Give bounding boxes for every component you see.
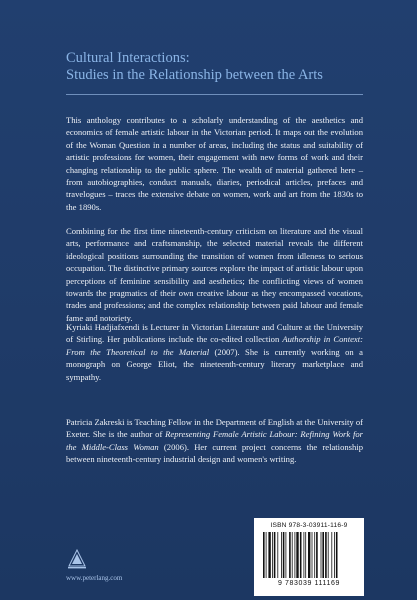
top-divider xyxy=(66,94,363,95)
barcode-bar xyxy=(296,532,298,578)
series-title xyxy=(66,50,386,84)
book-title: Authorship in Context: From the Theoretical to the Material xyxy=(66,334,363,357)
barcode-bar xyxy=(334,532,335,578)
barcode-bars xyxy=(262,532,356,578)
bio-text: Patricia Zakreski is Teaching Fellow in the Department of English at the University of Exeter. She is the author of xyxy=(66,417,363,440)
bio-text: (2006). Her current project concerns the relationship between nineteenth-century industrial design and women's writing. xyxy=(66,441,363,465)
barcode-bar xyxy=(266,532,267,578)
series-title-line-1: Cultural Interactions: xyxy=(66,50,190,66)
isbn-label: ISBN 978-3-03911-116-9 xyxy=(270,522,348,529)
peter-lang-pyramid-logo-icon xyxy=(66,548,88,570)
barcode-bar xyxy=(274,532,276,578)
barcode-bar xyxy=(308,532,310,578)
barcode-bar xyxy=(316,532,318,578)
series-title-line-2: Studies in the Relationship between the Arts xyxy=(66,67,323,83)
description-paragraph-1: This anthology contributes to a scholarly understanding of the aesthetics and economics of female artistic labour in the Victorian period. It maps out the evolution of the Woman Question in a number of areas, including the status and suitability of artistic professions for women, their engagement with new forms of work and their changing relationship to the public sphere. The wealth of material gathered here – from autobiographies, conduct manuals, diaries, periodical articles, prefaces and travelogues – traces the extensive debate on women, work and art from the 1830s to the 1890s. xyxy=(66,115,363,212)
barcode-digits: 9 783039 111169 xyxy=(278,580,340,587)
barcode-bar xyxy=(328,532,329,578)
barcode-bar xyxy=(292,532,293,578)
publisher-url[interactable]: www.peterlang.com xyxy=(66,574,123,582)
barcode-bar xyxy=(281,532,282,578)
barcode-bar xyxy=(268,532,270,578)
barcode-bar xyxy=(300,532,302,578)
barcode-bar xyxy=(322,532,324,578)
barcode-bar xyxy=(325,532,327,578)
barcode-bar xyxy=(331,532,332,578)
bio-text: (2007). She is currently working on a monograph on George Eliot, the nineteenth-century literary marketplace and sympathy. xyxy=(66,346,363,382)
barcode-bar xyxy=(314,532,315,578)
barcode-bar xyxy=(283,532,285,578)
barcode-bar xyxy=(304,532,305,578)
author-bio-zakreski xyxy=(66,416,363,466)
barcode-bar xyxy=(286,532,287,578)
book-title: Representing Female Artistic Labour: Refining Work for the Middle-Class Woman xyxy=(66,429,363,452)
barcode-bar xyxy=(277,532,278,578)
bio-text: Kyriaki Hadjiafxendi is Lecturer in Victorian Literature and Culture at the University of Stirling. Her publications include the co-edited collection xyxy=(66,322,363,345)
barcode-bar xyxy=(295,532,296,578)
description-paragraph-2: Combining for the first time nineteenth-century criticism on literature and the visual arts, performance and craftsmanship, the selected material reveals the different ideological positions surrounding the transition of women from idleness to serious occupation. The distinctive primary sources explore the impact of artistic labour upon perceptions of feminine sensibility and aesthetics; the conflicting views of women towards the pragmatics of their own creative labour as they encompassed vocations, trades and professions; and the complex relationship between paid labour and female fame and notoriety. xyxy=(66,226,363,323)
barcode-bar xyxy=(336,532,338,578)
barcode-bar xyxy=(263,532,265,578)
isbn-barcode xyxy=(254,518,364,596)
author-bio-hadjiafxendi xyxy=(66,321,363,383)
barcode-bar xyxy=(272,532,273,578)
barcode-bar xyxy=(305,532,306,578)
barcode-bar xyxy=(321,532,322,578)
barcode-bar xyxy=(312,532,313,578)
barcode-bar xyxy=(289,532,291,578)
